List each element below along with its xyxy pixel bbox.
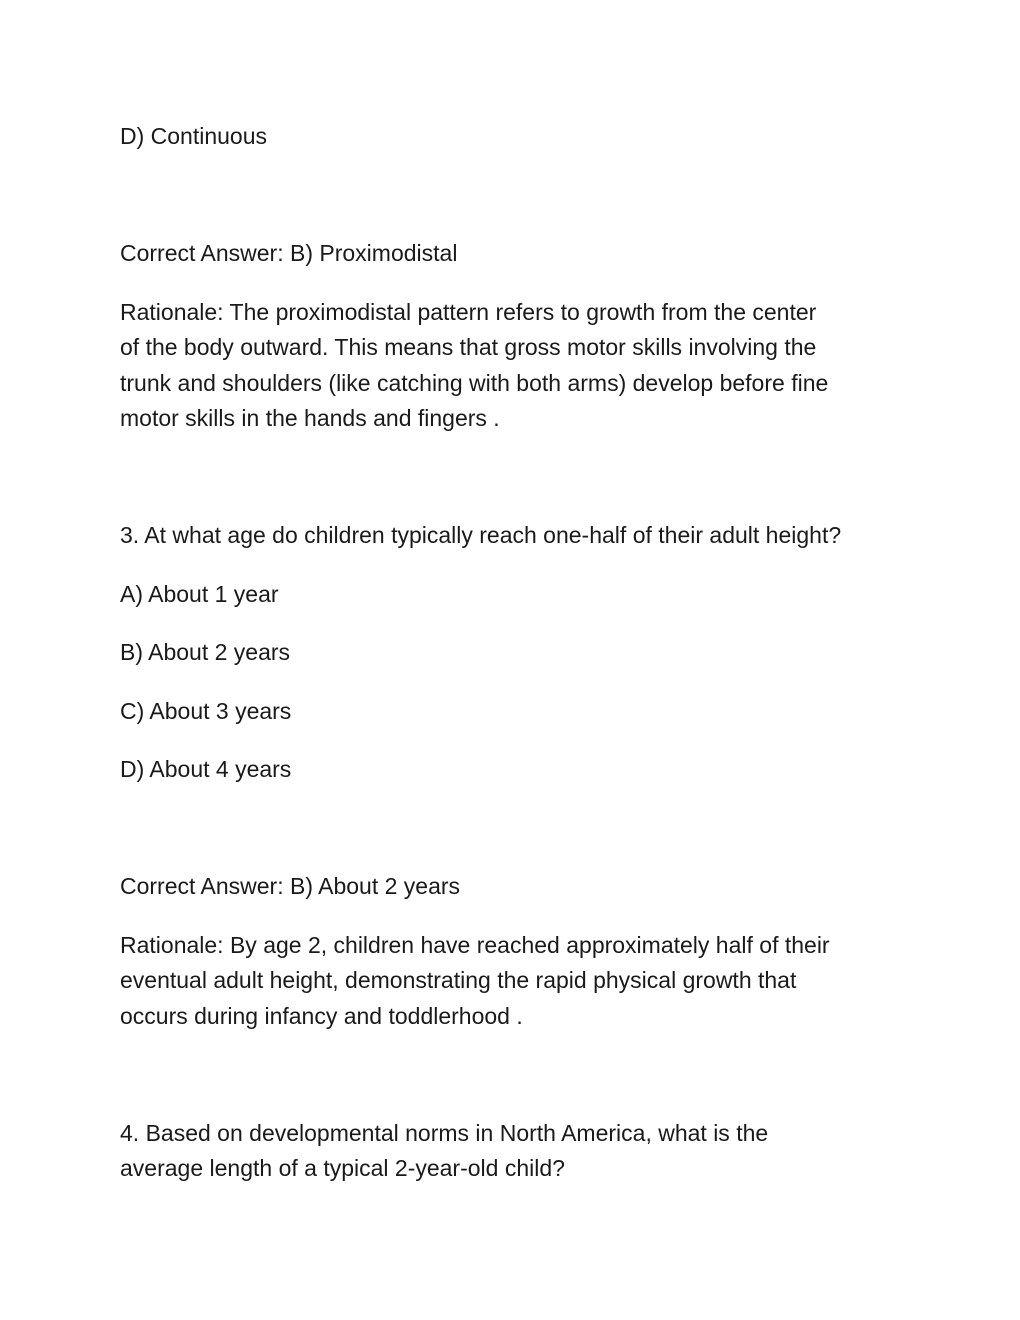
q3-rationale-line-1: Rationale: By age 2, children have reached approximately half of their (120, 932, 830, 958)
q2-rationale-line-1: Rationale: The proximodistal pattern refers to growth from the center (120, 299, 817, 325)
q3-rationale-line-3: occurs during infancy and toddlerhood . (120, 1003, 523, 1029)
q3-option-c: C) About 3 years (120, 698, 292, 724)
q2-correct-answer: Correct Answer: B) Proximodistal (120, 240, 458, 266)
q2-rationale-line-4: motor skills in the hands and fingers . (120, 405, 500, 431)
q3-option-b: B) About 2 years (120, 639, 291, 665)
q4-question-line-1: 4. Based on developmental norms in North America, what is the (120, 1120, 769, 1146)
q2-rationale-line-3: trunk and shoulders (like catching with both arms) develop before fine (120, 370, 829, 396)
q3-option-a: A) About 1 year (120, 581, 279, 607)
q2-rationale-line-2: of the body outward. This means that gross motor skills involving the (120, 334, 817, 360)
q3-question: 3. At what age do children typically reach one-half of their adult height? (120, 522, 842, 548)
q3-correct-answer: Correct Answer: B) About 2 years (120, 873, 461, 899)
q4-question-line-2: average length of a typical 2-year-old child? (120, 1155, 565, 1181)
q3-option-d: D) About 4 years (120, 756, 292, 782)
q2-option-d: D) Continuous (120, 123, 268, 149)
q3-rationale-line-2: eventual adult height, demonstrating the rapid physical growth that (120, 967, 797, 993)
